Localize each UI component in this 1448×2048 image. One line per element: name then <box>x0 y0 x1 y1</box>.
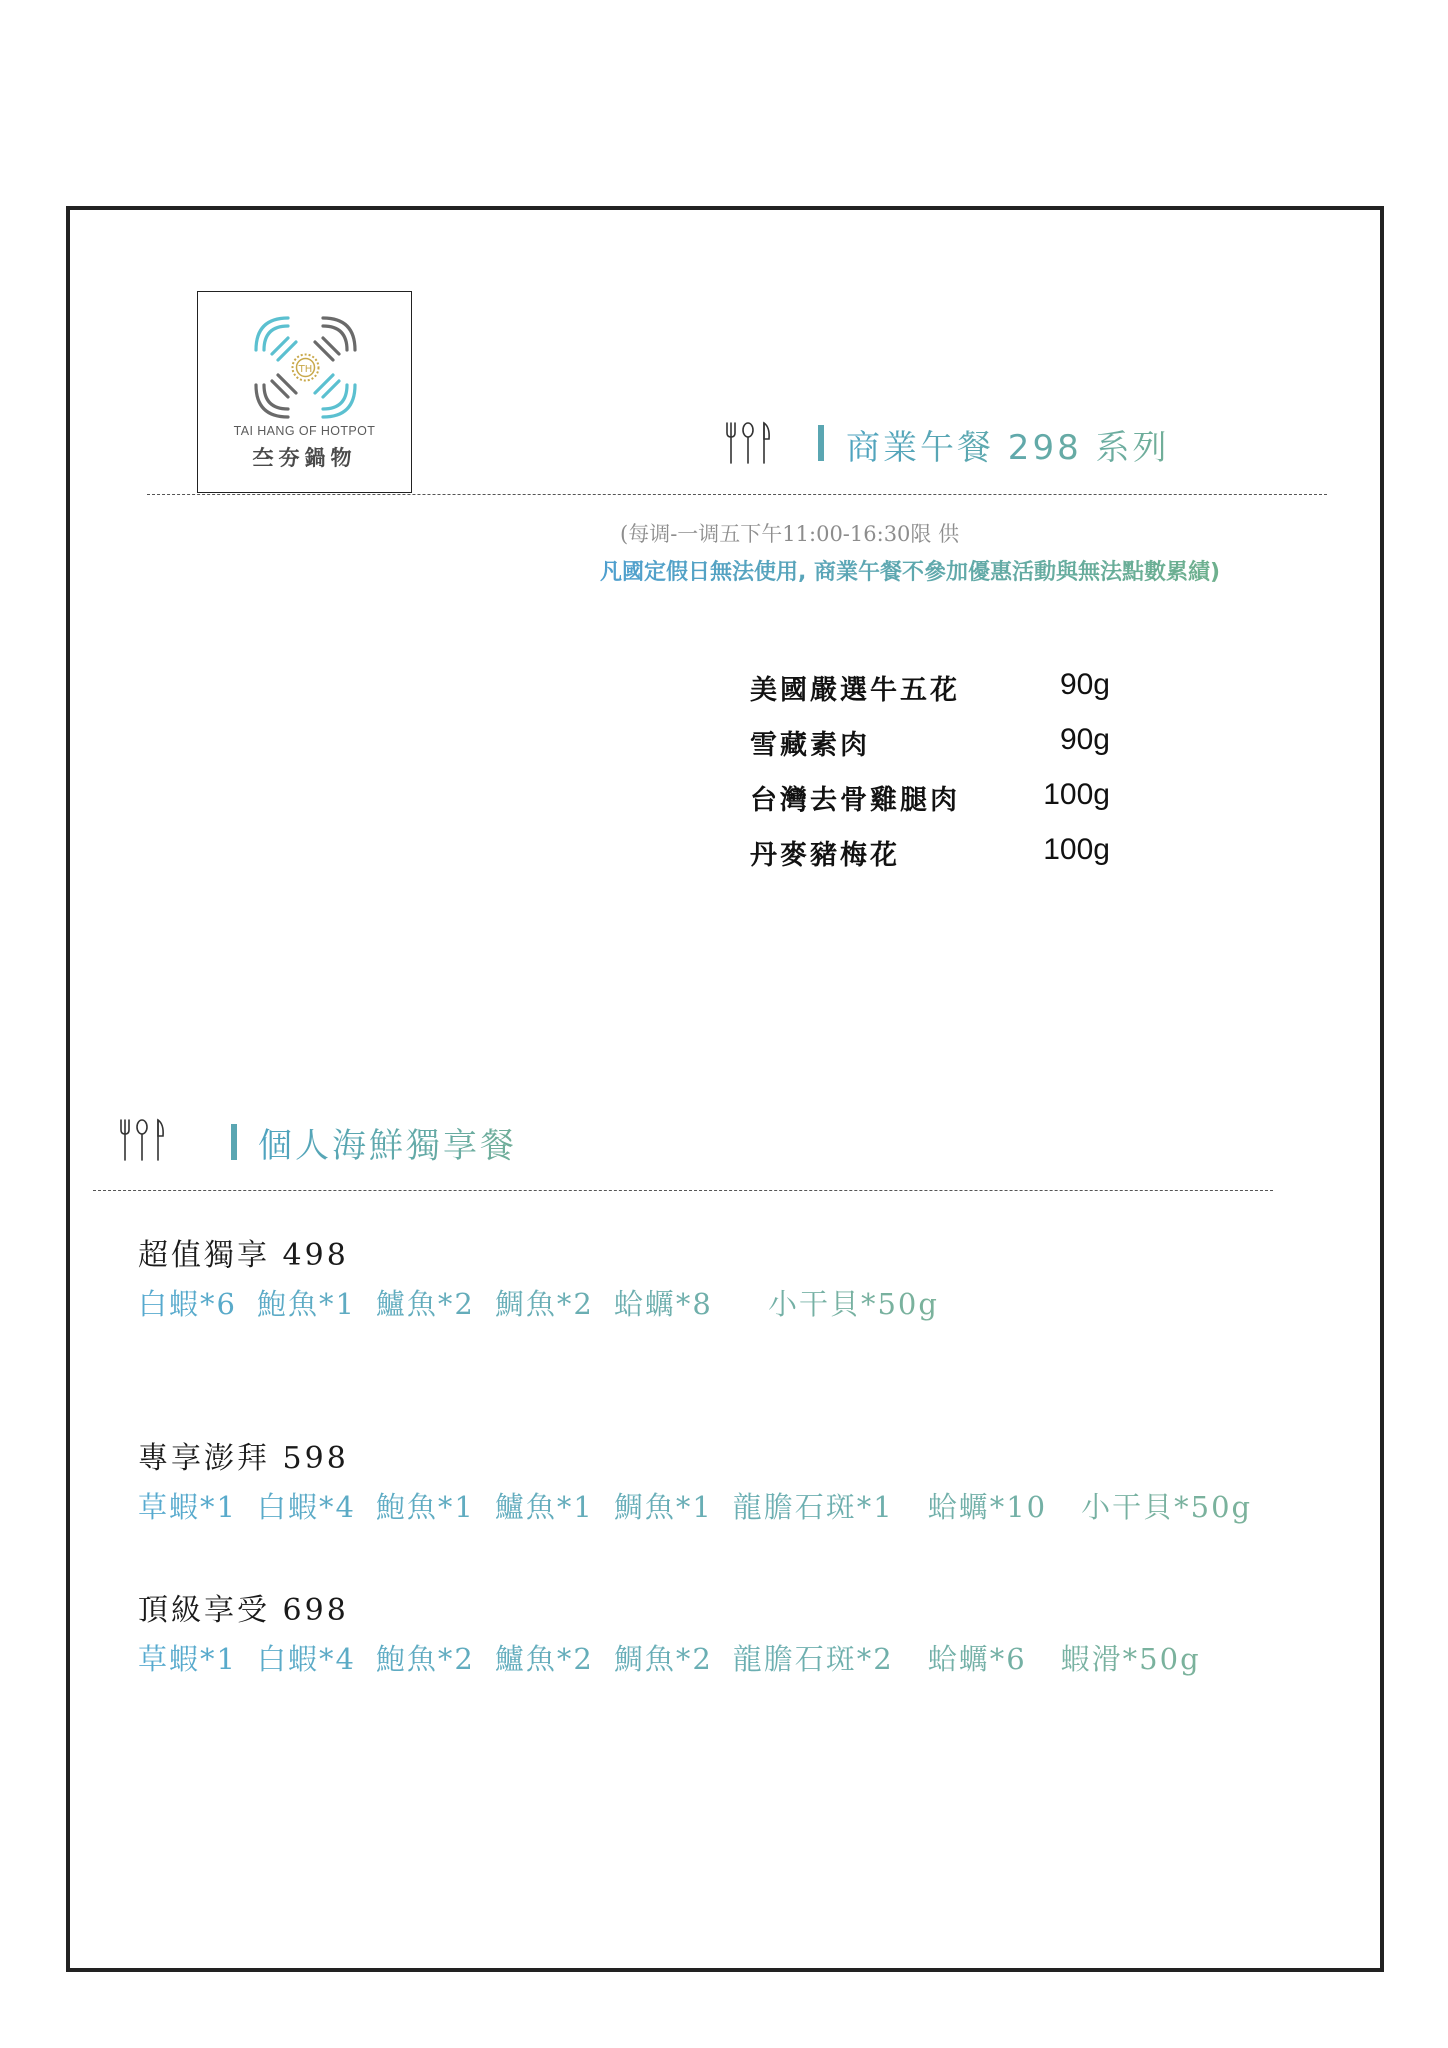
combo-item: 鯛魚*2 <box>613 1642 713 1676</box>
combo-items <box>138 1282 959 1323</box>
combo-item: 蛤蠣*10 <box>927 1490 1048 1524</box>
item-name: 丹麥豬梅花 <box>750 840 900 871</box>
section-divider <box>93 1190 1273 1191</box>
item-weight: 100g <box>1043 833 1110 866</box>
lunch-restriction-note: 凡國定假日無法使用, 商業午餐不參加優惠活動與無法點數累績) <box>600 555 1220 586</box>
item-weight: 100g <box>1043 778 1110 811</box>
list-item <box>750 668 1110 723</box>
combo-item: 鮑魚*1 <box>256 1287 356 1321</box>
item-name: 雪藏素肉 <box>750 730 870 761</box>
combo-title: 超值獨享 498 <box>138 1238 349 1273</box>
section-accent-bar <box>818 425 824 461</box>
combo-item: 草蝦*1 <box>138 1642 237 1676</box>
combo-item: 鱸魚*2 <box>494 1642 594 1676</box>
svg-text:TH: TH <box>298 364 313 375</box>
seafood-section-title: 個人海鮮獨享餐 <box>258 1118 517 1167</box>
combo-item: 鱸魚*1 <box>494 1490 594 1524</box>
item-weight: 90g <box>1059 668 1110 701</box>
list-item <box>750 723 1110 778</box>
combo-title: 頂級享受 698 <box>138 1593 349 1628</box>
combo-item: 鯛魚*2 <box>494 1287 594 1321</box>
combo-item: 白蝦*4 <box>256 1490 356 1524</box>
combo-item: 蛤蠣*8 <box>613 1287 713 1321</box>
restaurant-logo <box>197 291 412 493</box>
combo-item: 小干貝*50g <box>1081 1490 1253 1524</box>
combo-title: 專享澎拜 598 <box>138 1441 349 1476</box>
combo-item: 蛤蠣*6 <box>927 1642 1027 1676</box>
combo-item: 鮑魚*2 <box>375 1642 475 1676</box>
list-item <box>750 833 1110 888</box>
lunch-section-title: 商業午餐 298 系列 <box>846 420 1170 469</box>
section-accent-bar <box>231 1124 237 1160</box>
combo-items <box>138 1485 1272 1526</box>
lunch-hours-note: (每调-一调五下午11:00-16:30限 供 <box>620 522 960 546</box>
item-weight: 90g <box>1059 723 1110 756</box>
combo-item: 草蝦*1 <box>138 1490 237 1524</box>
combo-item: 鮑魚*1 <box>375 1490 475 1524</box>
combo-item: 鱸魚*2 <box>375 1287 475 1321</box>
combo-items <box>138 1637 1221 1678</box>
combo-item: 龍膽石斑*1 <box>732 1490 894 1524</box>
combo-item: 白蝦*4 <box>256 1642 356 1676</box>
combo-item: 小干貝*50g <box>756 1287 939 1321</box>
combo-item: 鯛魚*1 <box>613 1490 713 1524</box>
combo-item: 龍膽石斑*2 <box>732 1642 894 1676</box>
combo-item: 白蝦*6 <box>138 1287 237 1321</box>
logo-english-name: TAI HANG OF HOTPOT <box>233 424 376 438</box>
item-name: 台灣去骨雞腿肉 <box>750 785 960 816</box>
lunch-items-list <box>750 668 1110 888</box>
section-divider <box>147 494 1327 495</box>
logo-emblem-icon <box>248 310 363 425</box>
cutlery-icon <box>118 1118 168 1162</box>
item-name: 美國嚴選牛五花 <box>750 675 960 706</box>
combo-item: 蝦滑*50g <box>1060 1642 1201 1676</box>
logo-chinese-name: 夳夯鍋物 <box>252 446 357 470</box>
cutlery-icon <box>724 421 774 465</box>
list-item <box>750 778 1110 833</box>
